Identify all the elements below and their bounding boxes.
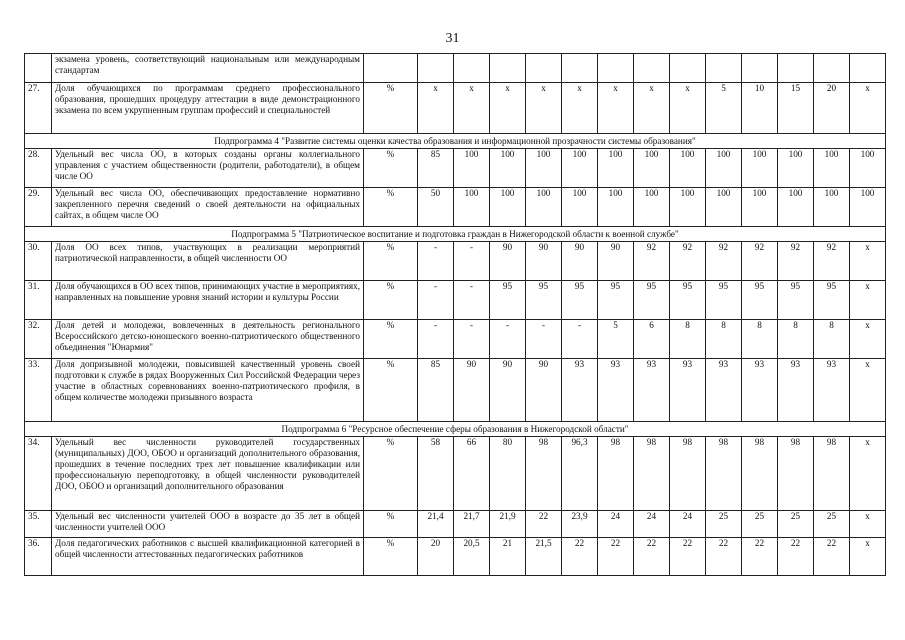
value-cell: 100 [706,149,742,188]
value-cell: 21,9 [490,511,526,538]
value-cell: 100 [526,149,562,188]
value-cell: х [850,83,886,134]
value-cell: х [634,83,670,134]
value-cell [778,54,814,83]
value-cell: 24 [598,511,634,538]
value-cell: 21 [490,538,526,576]
row-number: 31. [25,281,52,320]
value-cell: 20 [418,538,454,576]
value-cell: 5 [598,320,634,359]
value-cell: х [670,83,706,134]
value-cell: 98 [634,437,670,511]
value-cell: х [562,83,598,134]
unit-cell: % [364,83,418,134]
row-number: 34. [25,437,52,511]
row-number: 27. [25,83,52,134]
value-cell: - [418,320,454,359]
value-cell: 100 [778,188,814,227]
value-cell [598,54,634,83]
value-cell: 93 [598,359,634,422]
value-cell: 93 [634,359,670,422]
row-number: 29. [25,188,52,227]
value-cell: 98 [670,437,706,511]
value-cell: 100 [562,188,598,227]
value-cell: 98 [814,437,850,511]
value-cell [706,54,742,83]
value-cell: 100 [526,188,562,227]
value-cell [418,54,454,83]
value-cell: 95 [778,281,814,320]
subprogram-title: Подпрограмма 4 "Развитие системы оценки качества образования и информационной прозрачности системы образования" [25,134,886,149]
indicator-description: Доля детей и молодежи, вовлеченных в деятельность регионального Всероссийского детско-юношеского военно-патриотического общественного объединения "Юнармия" [52,320,364,359]
value-cell: - [418,281,454,320]
value-cell: 95 [562,281,598,320]
value-cell: 15 [778,83,814,134]
value-cell: 22 [562,538,598,576]
subprogram-title: Подпрограмма 5 "Патриотическое воспитание и подготовка граждан в Нижегородской области к военной службе" [25,227,886,242]
indicator-row [25,320,886,359]
value-cell [814,54,850,83]
value-cell: 8 [814,320,850,359]
indicator-description: Доля допризывной молодежи, повысившей качественный уровень своей подготовки к службе в рядах Вооруженных Сил Российской Федерации через участие в областных соревнованиях военно-патриотического профиля, в общем количестве молодежи призывного возраста [52,359,364,422]
value-cell [850,54,886,83]
value-cell: 100 [490,188,526,227]
indicator-row [25,359,886,422]
row-number: 33. [25,359,52,422]
value-cell: 24 [634,511,670,538]
unit-cell: % [364,437,418,511]
value-cell: 92 [634,242,670,281]
value-cell: 100 [742,188,778,227]
subprogram-title: Подпрограмма 6 "Ресурсное обеспечение сферы образования в Нижегородской области" [25,422,886,437]
value-cell: 90 [490,242,526,281]
value-cell: 93 [814,359,850,422]
value-cell: 24 [670,511,706,538]
row-number: 28. [25,149,52,188]
unit-cell: % [364,281,418,320]
indicator-description: Удельный вес численности руководителей государственных (муниципальных) ДОО, ОБОО и организаций дополнительного образования, прошедших в течение последних трех лет повышение квалификации или профессиональную переподготовку, в общей численности руководителей ДОО, ОБОО и организаций дополнительного образования [52,437,364,511]
value-cell [454,54,490,83]
value-cell: - [418,242,454,281]
indicator-description: Доля ОО всех типов, участвующих в реализации мероприятий патриотической направленности, в общей численности ОО [52,242,364,281]
unit-cell: % [364,188,418,227]
value-cell: 25 [778,511,814,538]
value-cell: 66 [454,437,490,511]
value-cell: 20,5 [454,538,490,576]
value-cell: 90 [526,359,562,422]
value-cell: 100 [634,149,670,188]
indicator-row [25,242,886,281]
indicators-table [24,53,886,576]
value-cell: 8 [706,320,742,359]
value-cell: 100 [598,188,634,227]
subprogram-header-row [25,134,886,149]
value-cell: 92 [670,242,706,281]
value-cell: 93 [670,359,706,422]
value-cell: 100 [562,149,598,188]
value-cell: 100 [598,149,634,188]
value-cell: 90 [598,242,634,281]
value-cell: 100 [814,149,850,188]
value-cell: х [850,511,886,538]
value-cell: 98 [778,437,814,511]
value-cell: 92 [706,242,742,281]
unit-cell: % [364,242,418,281]
value-cell: 20 [814,83,850,134]
value-cell [634,54,670,83]
value-cell: - [454,242,490,281]
value-cell: 8 [742,320,778,359]
value-cell: - [562,320,598,359]
indicator-row [25,437,886,511]
row-number: 35. [25,511,52,538]
value-cell: 95 [814,281,850,320]
value-cell: 100 [850,188,886,227]
value-cell: х [850,281,886,320]
value-cell [670,54,706,83]
value-cell: 93 [706,359,742,422]
value-cell: 95 [670,281,706,320]
value-cell: 25 [742,511,778,538]
value-cell: 100 [490,149,526,188]
indicator-row [25,83,886,134]
value-cell: 100 [706,188,742,227]
value-cell: х [598,83,634,134]
value-cell: 10 [742,83,778,134]
value-cell: 21,4 [418,511,454,538]
value-cell: 100 [814,188,850,227]
subprogram-header-row [25,227,886,242]
value-cell: 92 [814,242,850,281]
indicator-description: Удельный вес числа ОО, обеспечивающих предоставление нормативно закрепленного перечня сведений о своей деятельности на официальных сайтах, в общем числе ОО [52,188,364,227]
subprogram-header-row [25,422,886,437]
value-cell: 22 [598,538,634,576]
value-cell: 92 [742,242,778,281]
value-cell: 90 [454,359,490,422]
value-cell: 100 [778,149,814,188]
value-cell: 90 [526,242,562,281]
indicator-row [25,538,886,576]
value-cell: 95 [526,281,562,320]
unit-cell: % [364,359,418,422]
value-cell: 8 [778,320,814,359]
value-cell: 21,5 [526,538,562,576]
value-cell: х [850,538,886,576]
indicator-row [25,188,886,227]
value-cell: 50 [418,188,454,227]
value-cell: х [850,359,886,422]
unit-cell: % [364,320,418,359]
unit-cell [364,54,418,83]
value-cell: 22 [814,538,850,576]
value-cell: 90 [490,359,526,422]
value-cell: 25 [706,511,742,538]
value-cell: х [850,320,886,359]
unit-cell: % [364,538,418,576]
value-cell: 22 [742,538,778,576]
value-cell: х [850,437,886,511]
value-cell: 96,3 [562,437,598,511]
value-cell: 6 [634,320,670,359]
value-cell: 95 [490,281,526,320]
value-cell: 22 [706,538,742,576]
value-cell [742,54,778,83]
value-cell: х [454,83,490,134]
value-cell: 90 [562,242,598,281]
indicator-row [25,54,886,83]
value-cell: х [526,83,562,134]
value-cell: 5 [706,83,742,134]
value-cell: 98 [706,437,742,511]
unit-cell: % [364,511,418,538]
value-cell: х [418,83,454,134]
value-cell: 85 [418,359,454,422]
row-number [25,54,52,83]
value-cell [562,54,598,83]
value-cell: 98 [526,437,562,511]
value-cell [526,54,562,83]
value-cell: 95 [742,281,778,320]
value-cell: 100 [670,149,706,188]
indicator-row [25,281,886,320]
value-cell: - [490,320,526,359]
value-cell: 93 [742,359,778,422]
indicator-row [25,149,886,188]
value-cell: 80 [490,437,526,511]
value-cell: 22 [526,511,562,538]
value-cell: 100 [742,149,778,188]
value-cell: - [526,320,562,359]
page-number: 31 [445,31,460,46]
indicator-description: экзамена уровень, соответствующий национальным или международным стандартам [52,54,364,83]
value-cell: 93 [778,359,814,422]
indicator-row [25,511,886,538]
value-cell: 58 [418,437,454,511]
row-number: 30. [25,242,52,281]
value-cell: - [454,281,490,320]
value-cell: 22 [634,538,670,576]
value-cell: 100 [454,188,490,227]
value-cell: 8 [670,320,706,359]
unit-cell: % [364,149,418,188]
value-cell: 98 [598,437,634,511]
value-cell: 23,9 [562,511,598,538]
value-cell: - [454,320,490,359]
value-cell: 95 [598,281,634,320]
value-cell: 95 [634,281,670,320]
indicator-description: Доля педагогических работников с высшей квалификационной категорией в общей численности аттестованных педагогических работников [52,538,364,576]
value-cell: 22 [778,538,814,576]
value-cell: 93 [562,359,598,422]
value-cell [490,54,526,83]
indicator-description: Удельный вес численности учителей ООО в возрасте до 35 лет в общей численности учителей ООО [52,511,364,538]
indicator-description: Удельный вес числа ОО, в которых созданы органы коллегиального управления с участием общественности (родители, работодатели), в общем числе ОО [52,149,364,188]
value-cell: 100 [634,188,670,227]
row-number: 32. [25,320,52,359]
value-cell: 100 [850,149,886,188]
indicator-description: Доля обучающихся в ОО всех типов, принимающих участие в мероприятиях, направленных на повышение уровня знаний истории и культуры России [52,281,364,320]
value-cell: х [490,83,526,134]
row-number: 36. [25,538,52,576]
value-cell: 25 [814,511,850,538]
indicator-description: Доля обучающихся по программам среднего профессионального образования, прошедших процедуру аттестации в виде демонстрационного экзамена по всем укрупненным группам профессий и специальностей [52,83,364,134]
value-cell: 92 [778,242,814,281]
value-cell: 21,7 [454,511,490,538]
value-cell: 98 [742,437,778,511]
value-cell: 100 [670,188,706,227]
value-cell: 95 [706,281,742,320]
value-cell: 100 [454,149,490,188]
value-cell: 85 [418,149,454,188]
value-cell: 22 [670,538,706,576]
value-cell: х [850,242,886,281]
